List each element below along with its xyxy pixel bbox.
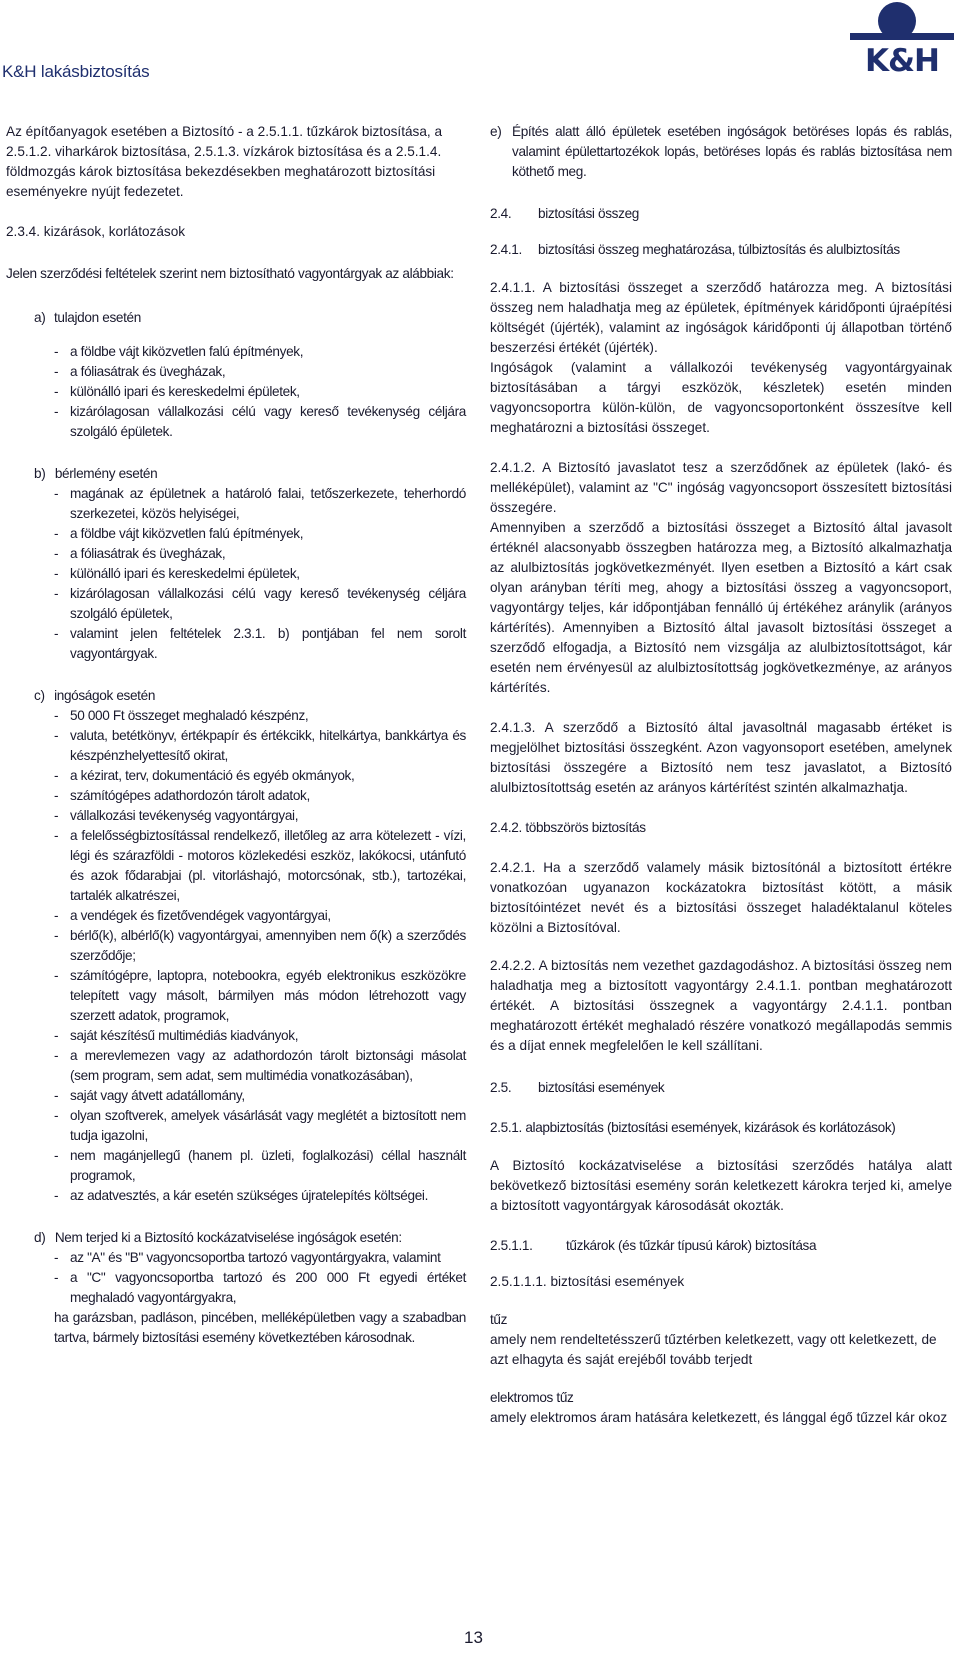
item-e-text: Építés alatt álló épületek esetében ingóságok betöréses lopás és rablás, valamint épülettartozékok lopás, betöréses lopás és rablás biztosítása nem köthető meg. bbox=[512, 124, 952, 179]
intro-paragraph: Az építőanyagok esetében a Biztosító - a 2.5.1.1. tűzkárok biztosítása, a 2.5.1.2. viharkárok biztosítása, 2.5.1.3. vízkárok biztosítása és a 2.5.1.4. földmozgás károk biztosítása bekezdésekben meghatározott biztosítási eseményekre nyújt fedezetet. bbox=[6, 124, 443, 199]
item-e-label: e) bbox=[490, 124, 502, 139]
list-d-tail: ha garázsban, padláson, pincében, melléképületben vagy a szabadban tartva, bármely biztosítási esemény következtében károsodnak. bbox=[54, 1310, 466, 1345]
list-item: - 50 000 Ft összeget meghaladó készpénz, bbox=[54, 708, 309, 723]
section-2-3-4-heading: 2.3.4. kizárások, korlátozások bbox=[6, 224, 186, 239]
list-item: - kizárólagosan vállalkozási célú vagy kereső tevékenység céljára szolgáló épületek. bbox=[54, 404, 466, 439]
section-number: 2.4.1. bbox=[490, 242, 522, 257]
paragraph-2-4-1-1-b: Ingóságok (valamint a vállalkozói tevékenység vagyontárgyainak biztosításában a tárgyi eszközök, készletek) esetén minden vagyoncsoportra külön-külön, de vagyoncsoportonként összesítve kell meghatározni a biztosítási összeget. bbox=[490, 360, 952, 435]
list-a-title: tulajdon esetén bbox=[54, 310, 141, 325]
list-a-items bbox=[6, 342, 466, 442]
page-number: 13 bbox=[464, 1628, 483, 1647]
list-item: - a fóliasátrak és üvegházak, bbox=[54, 364, 226, 379]
list-c-heading bbox=[6, 686, 466, 706]
list-item: - a merevlemezen vagy az adathordozón tárolt biztonsági másolat (sem program, sem adat, sem multimédia vonatkozásában), bbox=[54, 1048, 466, 1083]
logo-text: K&H bbox=[864, 43, 939, 79]
section-2-5-1-heading: 2.5.1. alapbiztosítás (biztosítási események, kizárások és korlátozások) bbox=[490, 1120, 896, 1135]
term-elektromos-tuz-definition: amely elektromos áram hatására keletkezett, és lánggal égő tűzzel kár okoz bbox=[490, 1410, 948, 1425]
list-c-title: ingóságok esetén bbox=[54, 688, 156, 703]
list-item: - a vendégek és fizetővendégek vagyontárgyai, bbox=[54, 908, 331, 923]
list-item: - kizárólagosan vállalkozási célú vagy kereső tevékenység céljára szolgáló épületek, bbox=[54, 586, 466, 621]
paragraph-2-4-1-1: 2.4.1.1. A biztosítási összeget a szerződő határozza meg. A biztosítási összeg nem haladhatja meg az épületek, építmények káridőponti újraépítési költségét (újérték), valamint az ingóságok káridőponti új állapotban történő beszerzési értékét (újérték). bbox=[490, 280, 952, 355]
list-item: - az adatvesztés, a kár esetén szükséges újratelepítés költségei. bbox=[54, 1188, 429, 1203]
section-number: 2.5. bbox=[490, 1080, 512, 1095]
list-b-title: bérlemény esetén bbox=[54, 466, 158, 481]
list-c-items bbox=[6, 706, 466, 1206]
list-item: - valuta, betétkönyv, értékpapír és értékcikk, hitelkártya, bankkártya és készpénzhelyettesítő okirat, bbox=[54, 728, 466, 763]
list-item: - vállalkozási tevékenység vagyontárgyai, bbox=[54, 808, 299, 823]
section-2-4-heading bbox=[490, 204, 952, 224]
list-b-heading bbox=[6, 464, 466, 484]
list-item: - különálló ipari és kereskedelmi épületek, bbox=[54, 384, 300, 399]
paragraph-2-4-1-3: 2.4.1.3. A szerződő a Biztosító által javasoltnál magasabb értéket is megjelölhet biztosítási összegként. Azon vagyonsoport esetében, amelynek biztosítási összegére a Biztosító nem tesz javaslatot, a Biztosító alulbiztosítottság esetén az arányos kártérítést szintén alkalmazhatja. bbox=[490, 720, 952, 795]
paragraph-2-4-1-2: 2.4.1.2. A Biztosító javaslatot tesz a szerződőnek az épületek (lakó- és melléképület), valamint az "C" ingóság vagyoncsoport összesített biztosítási összegére. bbox=[490, 460, 952, 515]
section-2-4-1-heading bbox=[490, 240, 952, 260]
section-2-5-1-1-1-heading: 2.5.1.1.1. biztosítási események bbox=[490, 1274, 685, 1289]
list-item: - saját készítésű multimédiás kiadványok, bbox=[54, 1028, 299, 1043]
list-a-heading bbox=[6, 308, 466, 328]
section-2-5-heading bbox=[490, 1078, 952, 1098]
list-b-label: b) bbox=[34, 466, 46, 481]
list-item: - a "C" vagyoncsoportba tartozó és 200 000 Ft egyedi értéket meghaladó vagyontárgyakra, bbox=[54, 1270, 466, 1305]
section-number: 2.5.1.1. bbox=[490, 1238, 533, 1253]
list-item: - a földbe vájt kiközvetlen falú építmények, bbox=[54, 344, 304, 359]
section-title: tűzkárok (és tűzkár típusú károk) biztosítása bbox=[566, 1238, 817, 1253]
list-d-label: d) bbox=[34, 1230, 46, 1245]
list-item: - saját vagy átvett adatállomány, bbox=[54, 1088, 245, 1103]
section-title: biztosítási események bbox=[538, 1080, 665, 1095]
list-d-title: Nem terjed ki a Biztosító kockázatviselése ingóságok esetén: bbox=[54, 1230, 402, 1245]
list-item: - számítógépre, laptopra, notebookra, egyéb elektronikus eszközökre telepített vagy másolt, bármilyen más módon létrehozott vagy szerzett adatok, programok, bbox=[54, 968, 466, 1023]
list-item: - nem magánjellegű (hanem pl. üzleti, foglalkozási) céllal használt programok, bbox=[54, 1148, 466, 1183]
paragraph-2-4-2-1: 2.4.2.1. Ha a szerződő valamely másik biztosítónál a biztosított értékre vonatkozóan ugyanazon kockázatokra biztosítást kötött, a másik biztosítóintézet nevét és a biztosítási összeget haladéktalanul köteles közölni a Biztosítóval. bbox=[490, 860, 952, 935]
section-2-5-1-1-heading bbox=[490, 1236, 952, 1256]
item-e bbox=[490, 122, 952, 182]
list-item: - az "A" és "B" vagyoncsoportba tartozó vagyontárgyakra, valamint bbox=[54, 1250, 441, 1265]
section-number: 2.4. bbox=[490, 206, 512, 221]
document-header-title: K&H lakásbiztosítás bbox=[2, 62, 150, 81]
left-column bbox=[6, 122, 466, 1348]
section-title: biztosítási összeg meghatározása, túlbiztosítás és alulbiztosítás bbox=[538, 242, 900, 257]
section-2-4-2-heading: 2.4.2. többszörös biztosítás bbox=[490, 820, 646, 835]
list-item: - valamint jelen feltételek 2.3.1. b) pontjában fel nem sorolt vagyontárgyak. bbox=[54, 626, 466, 661]
term-tuz-definition: amely nem rendeltetésszerű tűztérben keletkezett, vagy ott keletkezett, de azt elhagyta és saját erejéből tovább terjedt bbox=[490, 1332, 937, 1367]
section-title: biztosítási összeg bbox=[538, 206, 639, 221]
paragraph-2-4-2-2: 2.4.2.2. A biztosítás nem vezethet gazdagodáshoz. A biztosítási összeg nem haladhatja meg a biztosított vagyontárgy 2.4.1.1. pontban meghatározott értékét. A biztosítási összegnek a vagyontárgy 2.4.1.1. pontban meghatározott értékét meghaladó részére vonatkozó megállapodás semmis és a díjat ennek megfelelően le kell szállítani. bbox=[490, 958, 952, 1053]
list-c-label: c) bbox=[34, 688, 45, 703]
term-tuz-title: tűz bbox=[490, 1312, 508, 1327]
list-b-items bbox=[6, 484, 466, 664]
list-d-heading bbox=[6, 1228, 466, 1248]
section-2-3-4-intro: Jelen szerződési feltételek szerint nem biztosítható vagyontárgyak az alábbiak: bbox=[6, 266, 454, 281]
list-a-label: a) bbox=[34, 310, 46, 325]
list-item: - számítógépes adathordozón tárolt adatok, bbox=[54, 788, 310, 803]
list-item: - a kézirat, terv, dokumentáció és egyéb okmányok, bbox=[54, 768, 355, 783]
paragraph-2-4-1-2-b: Amennyiben a szerződő a biztosítási összeget a Biztosító által javasolt értéknél alacsonyabb összegben határozza meg, a Biztosító alkalmazhatja az alulbiztosítás jogkövetkezményét. Ilyen esetben a Biztosító a kárt csak olyan arányban téríti meg, ahogy a biztosítási összeg a vagyoncsoport, vagyontárgy teljes, kár időpontjában fennálló új értékéhez aránylik (arányos kártérítés). Amennyiben a Biztosító által javasolt biztosítási összeget a szerződő elfogadja, a Biztosító nem vizsgálja az alulbiztosítottságot, kár esetén nem érvényesül az alulbiztosítottság jogkövetkezménye, az arányos kártérítés. bbox=[490, 520, 952, 695]
term-elektromos-tuz-title: elektromos tűz bbox=[490, 1390, 574, 1405]
kh-logo bbox=[850, 2, 958, 82]
list-item: - a földbe vájt kiközvetlen falú építmények, bbox=[54, 526, 304, 541]
list-item: - olyan szoftverek, amelyek vásárlását vagy meglétét a biztosított nem tudja igazolni, bbox=[54, 1108, 466, 1143]
list-item: - a felelősségbiztosítással rendelkező, illetőleg az arra kötelezett - vízi, légi és szárazföldi - motoros közlekedési eszköz, lakókocsi, utánfutó és azok fődarabjai (pl. vitorláshajó, motorcsónak, stb.), tartozékai, tartalék alkatrészei, bbox=[54, 828, 466, 903]
paragraph-2-5-1: A Biztosító kockázatviselése a biztosítási szerződés hatálya alatt bekövetkező biztosítási esemény során keletkezett károkra terjed ki, amelye a biztosított vagyontárgyak károsodását okozták. bbox=[490, 1158, 952, 1213]
list-item: - a fóliasátrak és üvegházak, bbox=[54, 546, 226, 561]
right-column bbox=[490, 122, 952, 1428]
logo-bar-icon bbox=[850, 33, 954, 40]
list-item: - magának az épületnek a határoló falai, tetőszerkezete, teherhordó szerkezetei, közös helyiségei, bbox=[54, 486, 466, 521]
list-item: - különálló ipari és kereskedelmi épületek, bbox=[54, 566, 300, 581]
list-d-items bbox=[6, 1248, 466, 1308]
list-item: - bérlő(k), albérlő(k) vagyontárgyai, amennyiben nem ő(k) a szerződés szerződője; bbox=[54, 928, 466, 963]
